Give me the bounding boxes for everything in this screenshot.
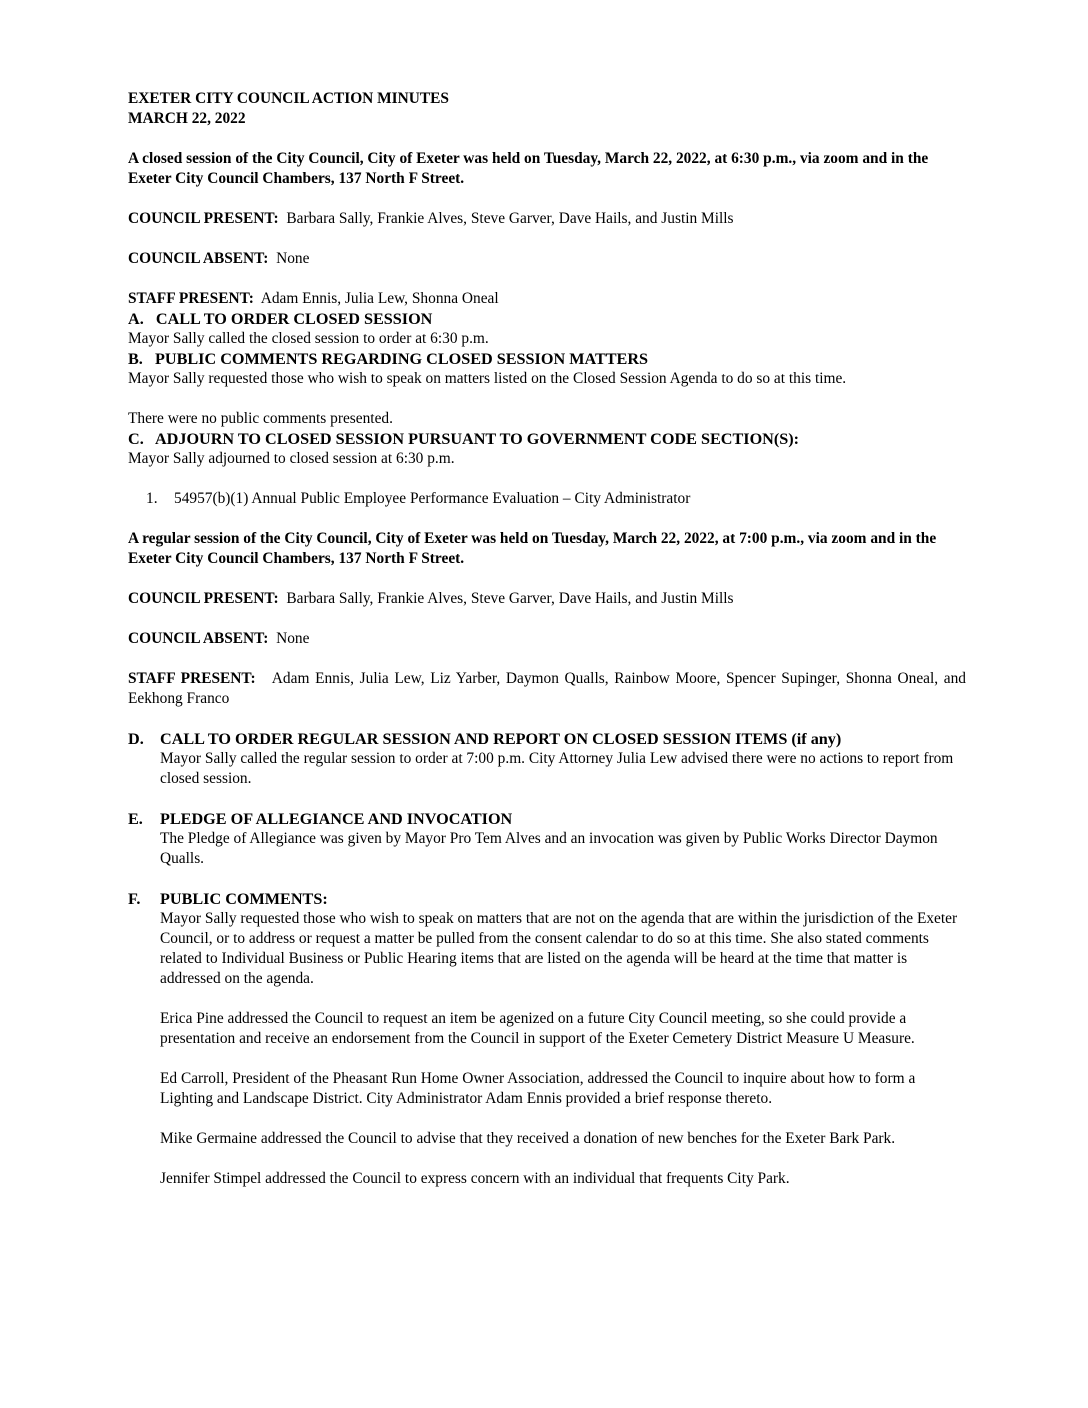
- section-f-paragraph: Ed Carroll, President of the Pheasant Run Home Owner Association, addressed the Council to inquire about how to form a Lighting and Landscape District. City Administrator Adam Ennis provided a brief response thereto.: [160, 1070, 916, 1107]
- closed-council-absent: [128, 249, 966, 269]
- section-f-heading: PUBLIC COMMENTS:: [160, 890, 328, 908]
- value: None: [276, 630, 310, 647]
- label: COUNCIL ABSENT:: [128, 250, 269, 267]
- label: STAFF PRESENT:: [128, 670, 256, 687]
- section-e-heading: PLEDGE OF ALLEGIANCE AND INVOCATION: [160, 810, 513, 828]
- closed-staff-present: [128, 289, 966, 309]
- regular-staff-present: [128, 669, 966, 709]
- section-f: [128, 889, 966, 1189]
- section-e-letter: E.: [128, 810, 143, 828]
- section-d-heading: CALL TO ORDER REGULAR SESSION AND REPORT ON CLOSED SESSION ITEMS (if any): [160, 730, 842, 748]
- section-f-paragraph: Mayor Sally requested those who wish to speak on matters that are not on the agenda that are within the jurisdiction of the Exeter Council, or to address or request a matter be pulled from the consent calendar to do so at this time. She also stated comments related to Individual Business or Public Hearing items that are listed on the agenda will be heard at the time that matter is addressed on the agenda.: [160, 910, 958, 987]
- regular-council-present: [128, 589, 966, 609]
- value: Adam Ennis, Julia Lew, Shonna Oneal: [260, 290, 499, 307]
- label: STAFF PRESENT:: [128, 290, 254, 307]
- section-a-heading: A. CALL TO ORDER CLOSED SESSION: [128, 310, 433, 328]
- section-f-paragraph: Mike Germaine addressed the Council to advise that they received a donation of new benches for the Exeter Bark Park.: [160, 1130, 896, 1147]
- section-e-text: The Pledge of Allegiance was given by Mayor Pro Tem Alves and an invocation was given by Public Works Director Daymon Qualls.: [160, 830, 938, 867]
- section-f-letter: F.: [128, 890, 141, 908]
- section-f-paragraph: Jennifer Stimpel addressed the Council to express concern with an individual that frequents City Park.: [160, 1170, 790, 1187]
- section-d-letter: D.: [128, 730, 144, 748]
- regular-session-intro: A regular session of the City Council, City of Exeter was held on Tuesday, March 22, 2022, at 7:00 p.m., via zoom and in the Exeter City Council Chambers, 137 North F Street.: [128, 530, 937, 567]
- closed-session-intro: A closed session of the City Council, City of Exeter was held on Tuesday, March 22, 2022, at 6:30 p.m., via zoom and in the Exeter City Council Chambers, 137 North F Street.: [128, 150, 929, 187]
- section-a-text: Mayor Sally called the closed session to order at 6:30 p.m.: [128, 330, 489, 347]
- list-item-number: 1.: [146, 490, 158, 507]
- label: COUNCIL ABSENT:: [128, 630, 269, 647]
- value: None: [276, 250, 310, 267]
- section-f-paragraph: Erica Pine addressed the Council to request an item be agenized on a future City Council meeting, so she could provide a presentation and receive an endorsement from the Council in support of the Exeter Cemetery District Measure U Measure.: [160, 1010, 915, 1047]
- value: Barbara Sally, Frankie Alves, Steve Garver, Dave Hails, and Justin Mills: [286, 210, 734, 227]
- regular-council-absent: [128, 629, 966, 649]
- value: Barbara Sally, Frankie Alves, Steve Garver, Dave Hails, and Justin Mills: [286, 590, 734, 607]
- list-item-text: 54957(b)(1) Annual Public Employee Performance Evaluation – City Administrator: [174, 490, 691, 507]
- section-c-text: Mayor Sally adjourned to closed session at 6:30 p.m.: [128, 450, 455, 467]
- closed-council-present: [128, 209, 966, 229]
- document-date: MARCH 22, 2022: [128, 110, 246, 127]
- section-d-text: Mayor Sally called the regular session to order at 7:00 p.m. City Attorney Julia Lew advised there were no actions to report from closed session.: [160, 750, 954, 787]
- label: COUNCIL PRESENT:: [128, 210, 279, 227]
- document-title: EXETER CITY COUNCIL ACTION MINUTES: [128, 90, 449, 107]
- value: Adam Ennis, Julia Lew, Liz Yarber, Daymon Qualls, Rainbow Moore, Spencer Supinger, Shonna Oneal, and Eekhong Franco: [128, 670, 967, 707]
- section-e: [128, 809, 966, 869]
- label: COUNCIL PRESENT:: [128, 590, 279, 607]
- section-b-heading: B. PUBLIC COMMENTS REGARDING CLOSED SESSION MATTERS: [128, 350, 649, 368]
- list-item: [128, 489, 966, 509]
- section-d: [128, 729, 966, 789]
- section-c-heading: C. ADJOURN TO CLOSED SESSION PURSUANT TO GOVERNMENT CODE SECTION(S):: [128, 430, 800, 448]
- minutes-document: [128, 89, 966, 1189]
- section-b-text2: There were no public comments presented.: [128, 410, 393, 427]
- section-b-text: Mayor Sally requested those who wish to speak on matters listed on the Closed Session Agenda to do so at this time.: [128, 370, 847, 387]
